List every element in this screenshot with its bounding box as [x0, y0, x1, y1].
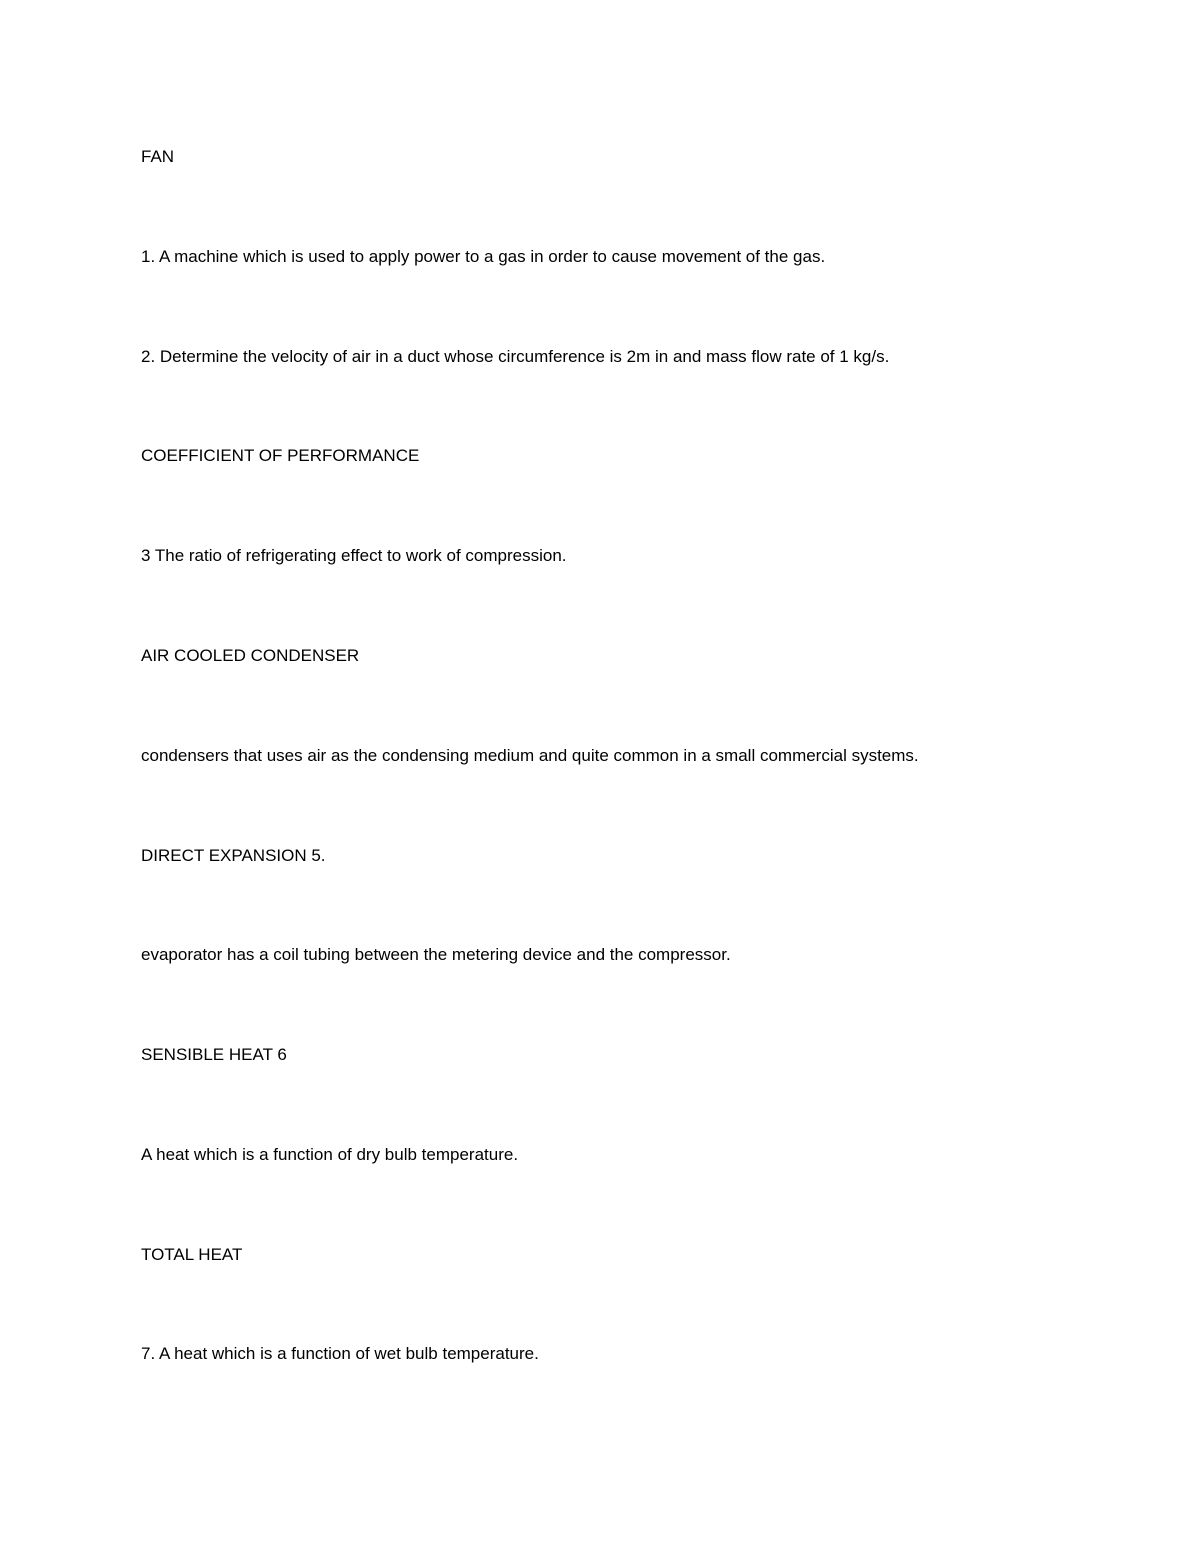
item-2-text: 2. Determine the velocity of air in a duct whose circumference is 2m in and mass flow rate of 1 kg/s.: [141, 347, 890, 366]
item-evaporator-text: evaporator has a coil tubing between the metering device and the compressor.: [141, 945, 731, 964]
heading-direct-expansion: DIRECT EXPANSION 5.: [141, 846, 326, 865]
heading-total-heat: TOTAL HEAT: [141, 1245, 243, 1264]
item-sensible-heat-text: A heat which is a function of dry bulb temperature.: [141, 1145, 519, 1164]
heading-fan: FAN: [141, 147, 175, 166]
item-condenser-text: condensers that uses air as the condensing medium and quite common in a small commercial systems.: [141, 746, 919, 765]
heading-coefficient-of-performance: COEFFICIENT OF PERFORMANCE: [141, 446, 420, 465]
heading-air-cooled-condenser: AIR COOLED CONDENSER: [141, 646, 360, 665]
item-7-text: 7. A heat which is a function of wet bulb temperature.: [141, 1344, 539, 1363]
item-3-text: 3 The ratio of refrigerating effect to work of compression.: [141, 546, 567, 565]
heading-sensible-heat: SENSIBLE HEAT 6: [141, 1045, 287, 1064]
item-1-text: 1. A machine which is used to apply power to a gas in order to cause movement of the gas.: [141, 247, 826, 266]
